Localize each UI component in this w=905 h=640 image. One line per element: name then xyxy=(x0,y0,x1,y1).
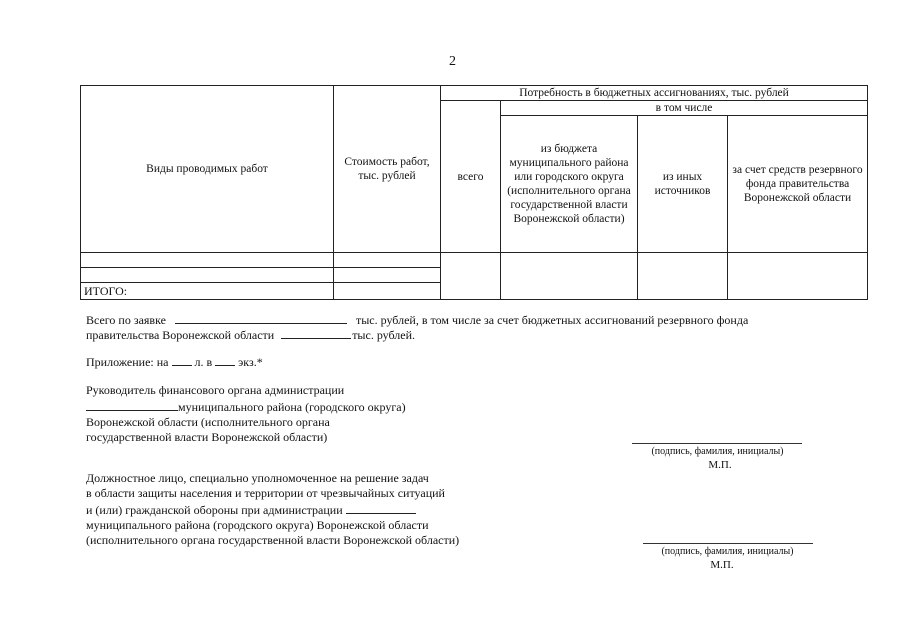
budget-table xyxy=(80,85,868,300)
copies-blank[interactable] xyxy=(215,353,235,366)
header-total: всего xyxy=(441,101,501,253)
appendix-line: Приложение: на л. в экз.* xyxy=(86,355,263,369)
table-cell[interactable] xyxy=(441,253,501,300)
district-blank[interactable] xyxy=(86,398,178,411)
stamp-label-1: М.П. xyxy=(708,459,732,471)
summary-line-2: правительства Воронежской области тыс. рублей. xyxy=(86,328,416,342)
header-need: Потребность в бюджетных ассигнованиях, тыс. рублей xyxy=(441,86,868,101)
stamp-label-2: М.П. xyxy=(710,559,734,571)
signature-caption-1: (подпись, фамилия, инициалы) xyxy=(651,446,784,457)
table-cell[interactable] xyxy=(501,253,638,300)
reserve-amount-blank[interactable] xyxy=(281,326,351,339)
header-other: из иных источников xyxy=(638,116,728,253)
total-label: ИТОГО: xyxy=(81,283,334,300)
table-cell[interactable] xyxy=(638,253,728,300)
total-amount-blank[interactable] xyxy=(175,311,347,324)
official-block: Должностное лицо, специально уполномоченное на решение задач в области защиты населения и территории от чрезвычайных ситуаций и (или) гражданской обороны при администрации муниципального района (городского округа) Воронежской области (исполнительного органа государственной власти Воронежской области) xyxy=(86,471,460,547)
head-block: Руководитель финансового органа администрации муниципального района (городского округа) Воронежской области (исполнительного органа государственной власти Воронежской области) xyxy=(86,383,406,444)
table-cell[interactable] xyxy=(81,253,334,268)
table-cell[interactable] xyxy=(334,253,441,268)
header-including: в том числе xyxy=(501,101,868,116)
signature-line-1[interactable] xyxy=(632,443,802,444)
total-cost-cell[interactable] xyxy=(334,283,441,300)
table-cell[interactable] xyxy=(334,268,441,283)
administration-blank[interactable] xyxy=(346,501,416,514)
table-cell[interactable] xyxy=(81,268,334,283)
page-number: 2 xyxy=(449,54,456,69)
table-cell[interactable] xyxy=(728,253,868,300)
header-budget: из бюджета муниципального района или городского округа (исполнительного органа государственной власти Воронежской области) xyxy=(501,116,638,253)
header-works: Виды проводимых работ xyxy=(81,86,334,253)
table-row xyxy=(81,253,868,268)
signature-line-2[interactable] xyxy=(643,543,813,544)
header-reserve: за счет средств резервного фонда правительства Воронежской области xyxy=(728,116,868,253)
summary-line-1: Всего по заявке тыс. рублей, в том числе за счет бюджетных ассигнований резервного фонда xyxy=(86,313,749,327)
header-cost: Стоимость работ, тыс. рублей xyxy=(334,86,441,253)
signature-caption-2: (подпись, фамилия, инициалы) xyxy=(661,546,794,557)
pages-blank[interactable] xyxy=(172,353,192,366)
